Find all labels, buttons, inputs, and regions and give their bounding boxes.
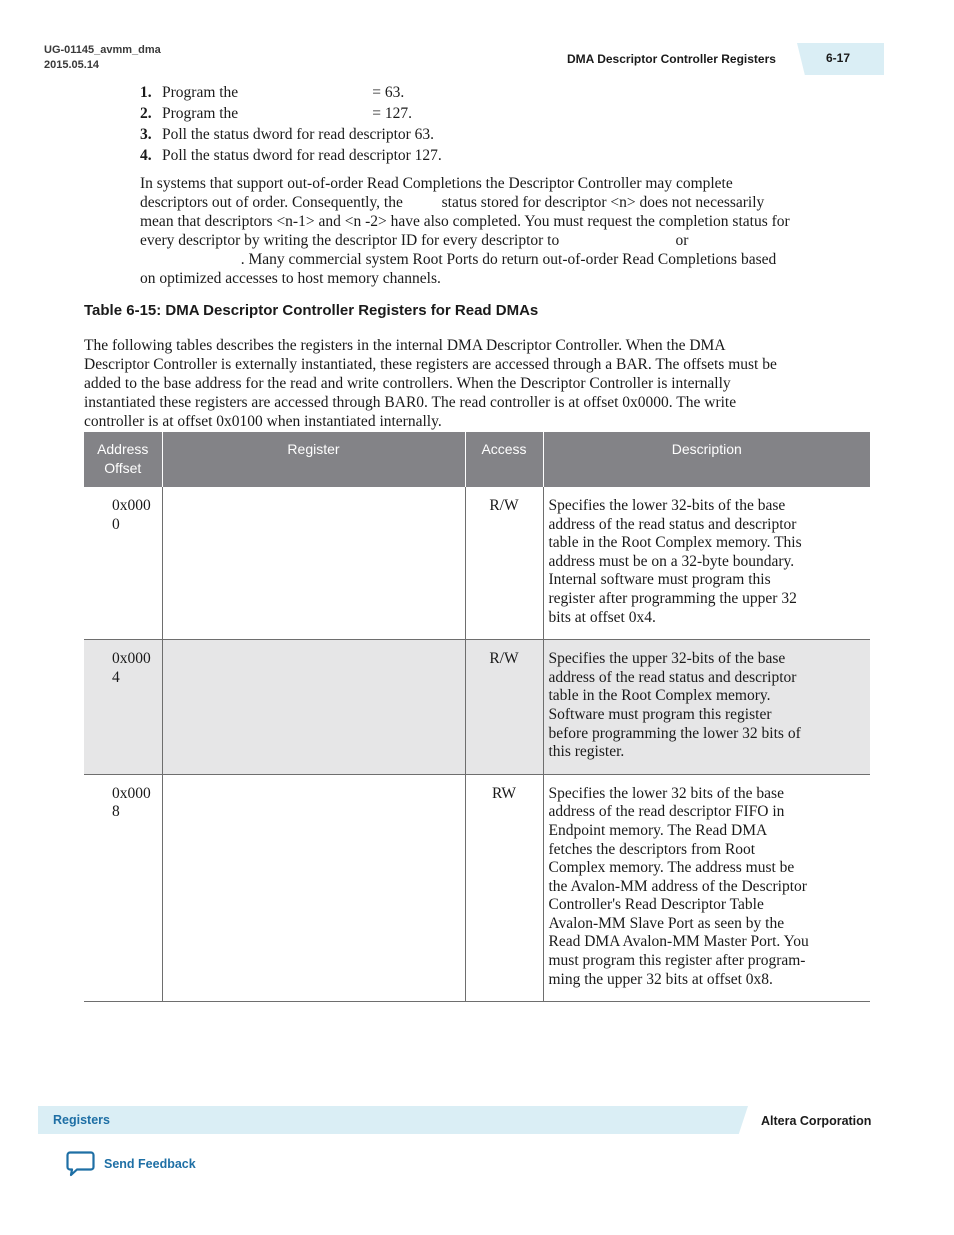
paragraph-line: . Many commercial system Root Ports do return out-of-order Read Completions based — [140, 251, 777, 268]
ooo-completion-paragraph — [140, 174, 870, 288]
step-number: 1. — [140, 84, 152, 101]
footer-section-link[interactable]: Registers — [53, 1113, 110, 1127]
send-feedback-link[interactable] — [66, 1151, 196, 1177]
description-line: table in the Root Complex memory. This — [548, 534, 802, 552]
description-line: register after programming the upper 32 — [548, 589, 797, 607]
description-line: address of the read descriptor FIFO in — [548, 803, 785, 821]
register-cell — [162, 487, 465, 640]
description-line: Avalon-MM Slave Port as seen by the — [548, 914, 785, 932]
header-address-offset: Address Offset — [84, 432, 162, 487]
description-line: Specifies the upper 32-bits of the base — [548, 650, 786, 668]
doc-date: 2015.05.14 — [44, 59, 100, 71]
offset-line: 0x000 — [112, 497, 151, 514]
register-cell — [162, 774, 465, 1002]
step-text: Poll the status dword for read descriptor 63. — [162, 126, 435, 143]
paragraph-line: The following tables describes the registers in the internal DMA Descriptor Controller. When the DMA — [84, 337, 726, 354]
step-text-suffix: = 127. — [372, 105, 412, 122]
description-line: address of the read status and descriptor — [548, 668, 797, 686]
paragraph-line: descriptors out of order. Consequently, the status stored for descriptor <n> does not necessarily — [140, 194, 765, 211]
send-feedback-label[interactable]: Send Feedback — [104, 1157, 196, 1171]
description-line: Controller's Read Descriptor Table — [548, 896, 764, 914]
step-text: Program the — [162, 84, 239, 101]
description-line: Complex memory. The address must be — [548, 859, 795, 877]
description-line: bits at offset 0x4. — [548, 608, 656, 626]
paragraph-line: controller is at offset 0x0100 when instantiated internally. — [84, 413, 442, 430]
offset-line: 0x000 — [112, 650, 151, 668]
speech-bubble-icon — [66, 1151, 95, 1177]
offset-cell — [84, 640, 162, 775]
header-description: Description — [543, 432, 870, 487]
description-line: the Avalon-MM address of the Descriptor — [548, 877, 807, 895]
description-line: Software must program this register — [548, 705, 772, 723]
doc-id-block — [44, 43, 161, 73]
paragraph-line: every descriptor by writing the descriptor ID for every descriptor to or — [140, 232, 689, 249]
description-line: address of the read status and descriptor — [548, 515, 797, 533]
description-line: before programming the lower 32 bits of — [548, 724, 801, 742]
step-number: 4. — [140, 147, 152, 164]
step-text: Poll the status dword for read descriptor 127. — [162, 147, 442, 164]
offset-line: 8 — [112, 803, 120, 821]
description-line: Specifies the lower 32-bits of the base — [548, 497, 786, 514]
table-header-row — [84, 432, 870, 487]
register-table — [84, 432, 870, 1002]
description-cell — [543, 774, 870, 1002]
section-title: DMA Descriptor Controller Registers — [567, 52, 776, 66]
step-number: 3. — [140, 126, 152, 143]
access-cell: R/W — [465, 640, 543, 775]
footer-company: Altera Corporation — [761, 1114, 872, 1128]
step-number: 2. — [140, 105, 152, 122]
description-cell — [543, 487, 870, 640]
step-text: Program the — [162, 105, 239, 122]
table-row — [84, 487, 870, 640]
list-item — [140, 124, 442, 145]
offset-line: 0 — [112, 515, 120, 533]
offset-cell — [84, 774, 162, 1002]
description-line: table in the Root Complex memory. — [548, 687, 771, 705]
access-cell: RW — [465, 774, 543, 1002]
list-item — [140, 82, 442, 103]
footer-band — [38, 1106, 748, 1134]
header-access: Access — [465, 432, 543, 487]
paragraph-line: Descriptor Controller is externally instantiated, these registers are accessed through a BAR. The offsets must be — [84, 356, 777, 373]
description-line: ming the upper 32 bits at offset 0x8. — [548, 970, 773, 988]
paragraph-line: instantiated these registers are accessed through BAR0. The read controller is at offset 0x0000. The write — [84, 394, 737, 411]
table-intro-paragraph — [84, 336, 874, 431]
description-line: Internal software must program this — [548, 571, 771, 589]
page-number: 6-17 — [826, 51, 851, 65]
description-line: Specifies the lower 32 bits of the base — [548, 784, 784, 802]
access-cell: R/W — [465, 487, 543, 640]
list-item — [140, 145, 442, 166]
paragraph-line: mean that descriptors <n-1> and <n -2> have also completed. You must request the completion status for — [140, 213, 790, 230]
offset-line: 0x000 — [112, 784, 151, 802]
step-text-suffix: = 63. — [372, 84, 405, 101]
description-line: Read DMA Avalon-MM Master Port. You — [548, 933, 809, 951]
paragraph-line: In systems that support out-of-order Read Completions the Descriptor Controller may complete — [140, 175, 733, 192]
header-register: Register — [162, 432, 465, 487]
doc-id: UG-01145_avmm_dma — [44, 44, 161, 56]
description-cell — [543, 640, 870, 775]
paragraph-line: added to the base address for the read and write controllers. When the Descriptor Controller is internally — [84, 375, 731, 392]
table-caption: Table 6-15: DMA Descriptor Controller Registers for Read DMAs — [84, 302, 539, 319]
list-item — [140, 103, 442, 124]
offset-cell — [84, 487, 162, 640]
description-line: Endpoint memory. The Read DMA — [548, 821, 768, 839]
offset-line: 4 — [112, 668, 120, 686]
table-row — [84, 640, 870, 775]
description-line: address must be on a 32-byte boundary. — [548, 552, 795, 570]
table-row — [84, 774, 870, 1002]
description-line: fetches the descriptors from Root — [548, 840, 756, 858]
description-line: must program this register after program- — [548, 952, 806, 970]
paragraph-line: on optimized accesses to host memory channels. — [140, 270, 441, 287]
register-cell — [162, 640, 465, 775]
step-list — [140, 82, 442, 166]
description-line: this register. — [548, 743, 625, 761]
